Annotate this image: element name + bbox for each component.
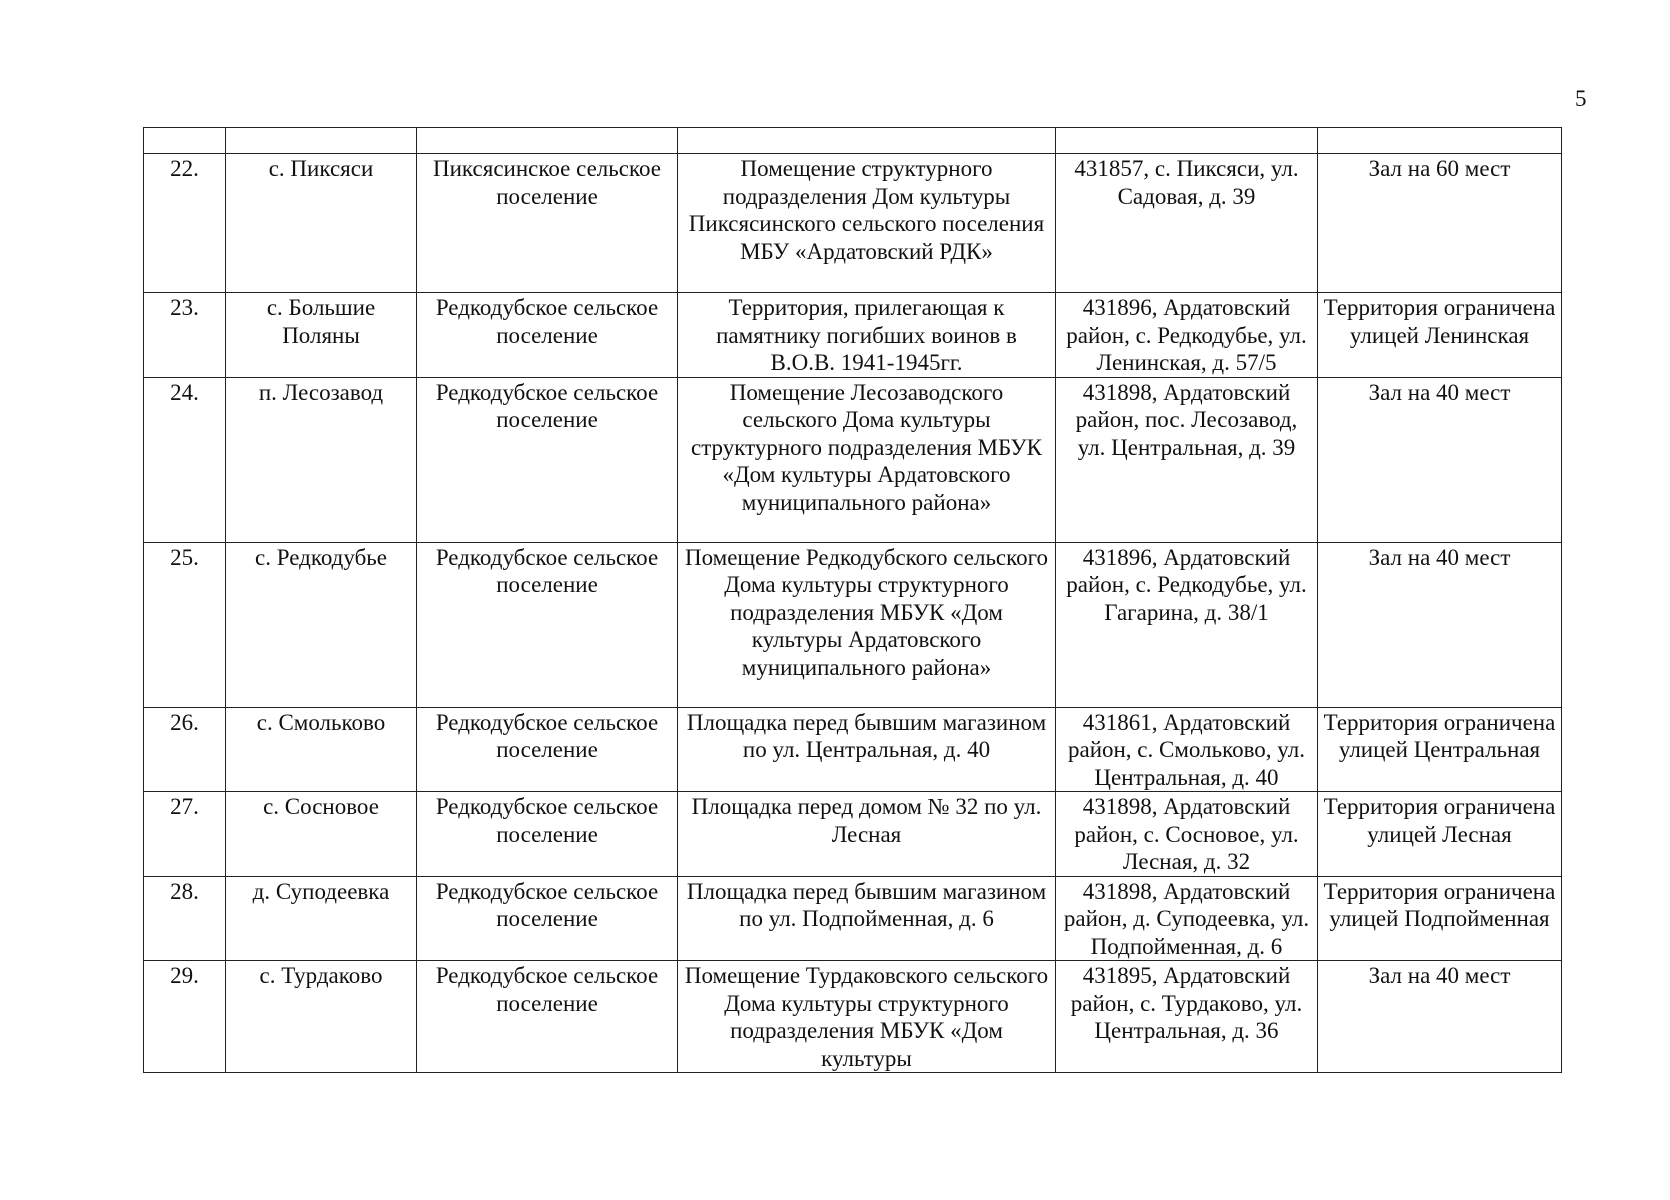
locality-cell: с. Пиксяси — [226, 154, 417, 293]
place-cell: Площадка перед бывшим магазином по ул. Подпойменная, д. 6 — [678, 876, 1056, 961]
row-number: 29. — [144, 961, 226, 1073]
table-row — [144, 154, 1562, 293]
address-cell: 431895, Ардатовский район, с. Турдаково, ул. Центральная, д. 36 — [1056, 961, 1318, 1073]
place-cell: Помещение Лесозаводского сельского Дома культуры структурного подразделения МБУК «Дом культуры Ардатовского муниципального района» — [678, 377, 1056, 542]
address-cell: 431898, Ардатовский район, пос. Лесозавод, ул. Центральная, д. 39 — [1056, 377, 1318, 542]
row-number: 23. — [144, 293, 226, 378]
table-row — [144, 293, 1562, 378]
place-cell: Помещение структурного подразделения Дом культуры Пиксясинского сельского поселения МБУ «Ардатовский РДК» — [678, 154, 1056, 293]
capacity-cell: Зал на 40 мест — [1318, 961, 1562, 1073]
header-cell — [1318, 128, 1562, 154]
address-cell: 431896, Ардатовский район, с. Редкодубье, ул. Ленинская, д. 57/5 — [1056, 293, 1318, 378]
header-cell — [144, 128, 226, 154]
row-number: 22. — [144, 154, 226, 293]
capacity-cell: Территория ограничена улицей Центральная — [1318, 707, 1562, 792]
place-cell: Помещение Турдаковского сельского Дома культуры структурного подразделения МБУК «Дом культуры — [678, 961, 1056, 1073]
address-cell: 431898, Ардатовский район, д. Суподеевка, ул. Подпойменная, д. 6 — [1056, 876, 1318, 961]
row-number: 25. — [144, 542, 226, 707]
place-cell: Территория, прилегающая к памятнику погибших воинов в В.О.В. 1941-1945гг. — [678, 293, 1056, 378]
table-row — [144, 961, 1562, 1073]
table-row — [144, 876, 1562, 961]
table-header-blank-row — [144, 128, 1562, 154]
locality-cell: п. Лесозавод — [226, 377, 417, 542]
address-cell: 431857, с. Пиксяси, ул. Садовая, д. 39 — [1056, 154, 1318, 293]
address-cell: 431861, Ардатовский район, с. Смольково, ул. Центральная, д. 40 — [1056, 707, 1318, 792]
settlement-cell: Редкодубское сельское поселение — [417, 707, 678, 792]
place-cell: Площадка перед бывшим магазином по ул. Центральная, д. 40 — [678, 707, 1056, 792]
settlement-cell: Редкодубское сельское поселение — [417, 792, 678, 877]
settlement-cell: Редкодубское сельское поселение — [417, 542, 678, 707]
capacity-cell: Территория ограничена улицей Подпойменная — [1318, 876, 1562, 961]
table-row — [144, 707, 1562, 792]
locality-cell: с. Сосновое — [226, 792, 417, 877]
capacity-cell: Территория ограничена улицей Ленинская — [1318, 293, 1562, 378]
locality-cell: с. Смольково — [226, 707, 417, 792]
table-row — [144, 792, 1562, 877]
capacity-cell: Зал на 40 мест — [1318, 377, 1562, 542]
capacity-cell: Зал на 60 мест — [1318, 154, 1562, 293]
table-row — [144, 542, 1562, 707]
locality-cell: с. Большие Поляны — [226, 293, 417, 378]
page-number: 5 — [1575, 86, 1587, 111]
settlement-cell: Пиксясинское сельское поселение — [417, 154, 678, 293]
row-number: 28. — [144, 876, 226, 961]
capacity-cell: Зал на 40 мест — [1318, 542, 1562, 707]
table-row — [144, 377, 1562, 542]
capacity-cell: Территория ограничена улицей Лесная — [1318, 792, 1562, 877]
place-cell: Площадка перед домом № 32 по ул. Лесная — [678, 792, 1056, 877]
row-number: 26. — [144, 707, 226, 792]
header-cell — [1056, 128, 1318, 154]
settlement-cell: Редкодубское сельское поселение — [417, 293, 678, 378]
header-cell — [678, 128, 1056, 154]
polling-places-table — [143, 127, 1562, 1073]
place-cell: Помещение Редкодубского сельского Дома культуры структурного подразделения МБУК «Дом культуры Ардатовского муниципального района» — [678, 542, 1056, 707]
header-cell — [226, 128, 417, 154]
locality-cell: с. Редкодубье — [226, 542, 417, 707]
locality-cell: д. Суподеевка — [226, 876, 417, 961]
settlement-cell: Редкодубское сельское поселение — [417, 377, 678, 542]
settlement-cell: Редкодубское сельское поселение — [417, 876, 678, 961]
row-number: 27. — [144, 792, 226, 877]
address-cell: 431898, Ардатовский район, с. Сосновое, ул. Лесная, д. 32 — [1056, 792, 1318, 877]
locality-cell: с. Турдаково — [226, 961, 417, 1073]
row-number: 24. — [144, 377, 226, 542]
header-cell — [417, 128, 678, 154]
address-cell: 431896, Ардатовский район, с. Редкодубье, ул. Гагарина, д. 38/1 — [1056, 542, 1318, 707]
settlement-cell: Редкодубское сельское поселение — [417, 961, 678, 1073]
